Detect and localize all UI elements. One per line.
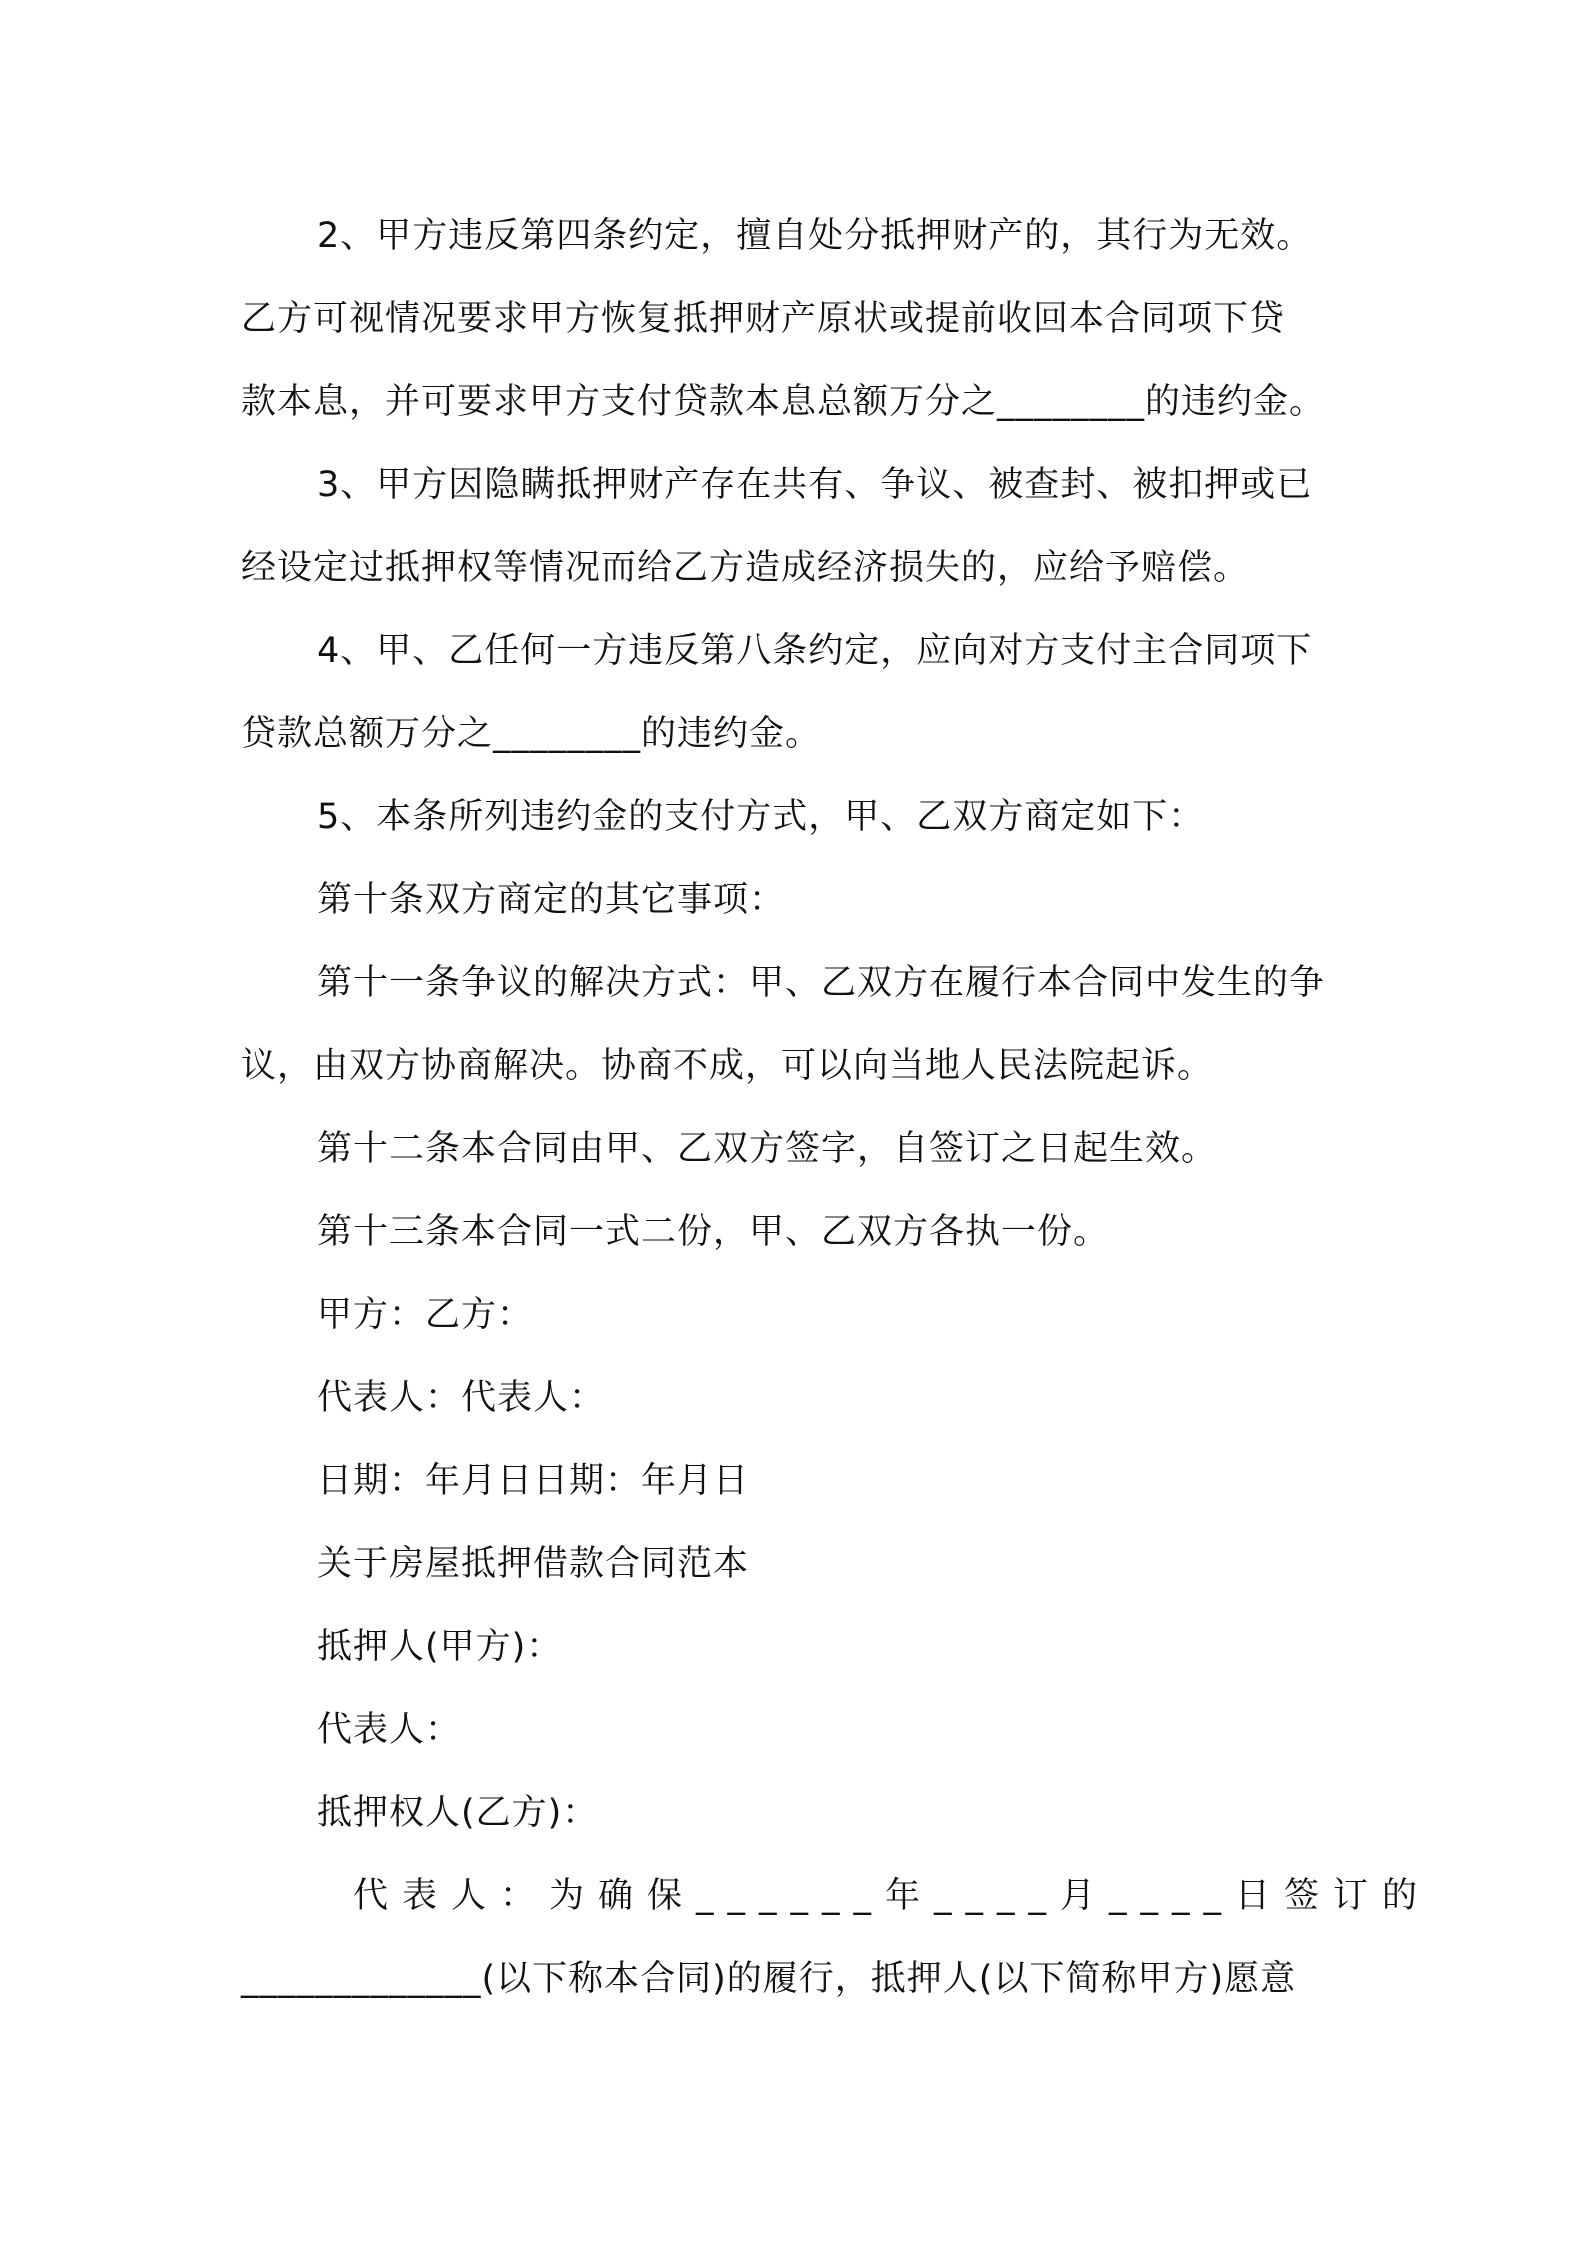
text-line: 3、甲方因隐瞒抵押财产存在共有、争议、被查封、被扣押或已 <box>317 465 1313 505</box>
text-line: 第十二条本合同由甲、乙双方签字，自签订之日起生效。 <box>317 1129 1218 1169</box>
text-line: 代表人：代表人： <box>317 1378 606 1418</box>
text-line: 5、本条所列违约金的支付方式，甲、乙双方商定如下： <box>317 797 1205 837</box>
signature-representatives <box>241 1357 1356 1440</box>
text-line: 4、甲、乙任何一方违反第八条约定，应向对方支付主合同项下 <box>317 631 1313 671</box>
text-line: 第十三条本合同一式二份，甲、乙双方各执一份。 <box>317 1212 1110 1252</box>
text-line: 代表人： <box>317 1710 462 1750</box>
text-line: 代表人：为确保______年____月____日签订的 <box>353 1876 1432 1916</box>
text-line: 抵押人(甲方)： <box>317 1627 563 1667</box>
text-line: 日期：年月日日期：年月日 <box>317 1461 750 1501</box>
text-line: 2、甲方违反第四条约定，擅自处分抵押财产的，其行为无效。 <box>317 216 1313 256</box>
paragraph-breach-3 <box>241 444 1356 610</box>
mortgagor-field <box>241 1606 1356 1689</box>
text-line: 贷款总额万分之________的违约金。 <box>241 714 822 754</box>
text-line: 抵押权人(乙方)： <box>317 1793 599 1833</box>
text-line: 第十一条争议的解决方式：甲、乙双方在履行本合同中发生的争 <box>317 963 1326 1003</box>
article-13 <box>241 1191 1356 1274</box>
signature-parties <box>241 1274 1356 1357</box>
text-line: 第十条双方商定的其它事项： <box>317 880 786 920</box>
paragraph-purpose <box>241 1855 1432 2021</box>
representative-field <box>241 1689 1356 1772</box>
text-line: 款本息，并可要求甲方支付贷款本息总额万分之________的违约金。 <box>241 382 1326 422</box>
text-line: 议，由双方协商解决。协商不成，可以向当地人民法院起诉。 <box>241 1046 1214 1086</box>
text-line: 关于房屋抵押借款合同范本 <box>317 1544 750 1584</box>
paragraph-breach-5 <box>241 776 1356 859</box>
text-line: 甲方：乙方： <box>317 1295 534 1335</box>
paragraph-breach-4 <box>241 610 1356 776</box>
article-10 <box>241 859 1356 942</box>
text-line: _____________(以下称本合同)的履行，抵押人(以下简称甲方)愿意 <box>241 1959 1297 1999</box>
mortgagee-field <box>241 1772 1356 1855</box>
signature-dates <box>241 1440 1356 1523</box>
document-page <box>241 195 1432 2021</box>
article-12 <box>241 1108 1356 1191</box>
section-title <box>241 1523 1356 1606</box>
article-11 <box>241 942 1356 1108</box>
text-line: 经设定过抵押权等情况而给乙方造成经济损失的，应给予赔偿。 <box>241 548 1250 588</box>
text-line: 乙方可视情况要求甲方恢复抵押财产原状或提前收回本合同项下贷 <box>241 299 1286 339</box>
paragraph-breach-2 <box>241 195 1356 444</box>
